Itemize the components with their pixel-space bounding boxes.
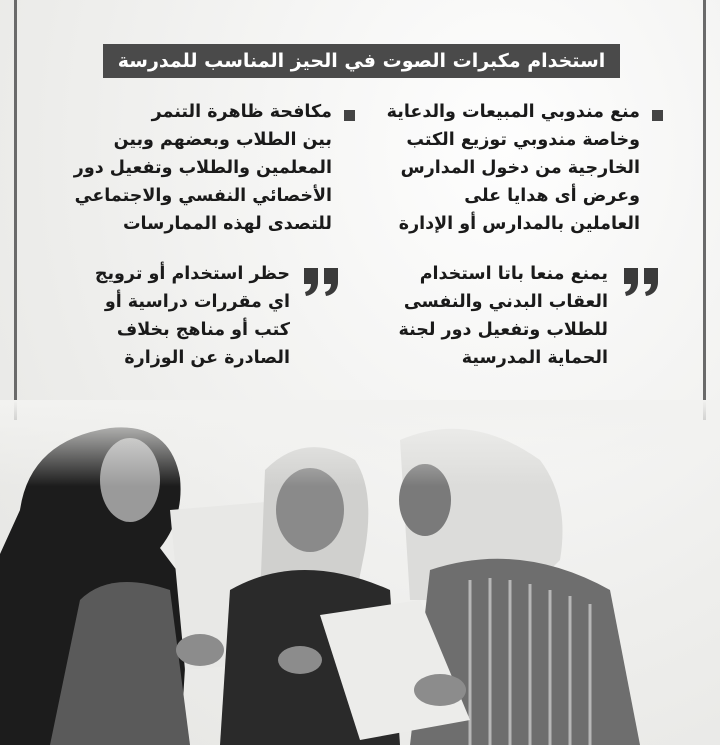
text-line: الحماية المدرسية — [461, 348, 608, 368]
text-line: بين الطلاب وبعضهم وبين — [113, 130, 332, 150]
text-block-right-top — [370, 98, 640, 238]
students-reading-papers-photo — [0, 400, 720, 745]
right-border-line — [703, 0, 706, 420]
text-line: الأخصائي النفسي والاجتماعي — [74, 186, 332, 206]
text-line: العاملين بالمدارس أو الإدارة — [398, 214, 640, 234]
text-line: حظر استخدام أو ترويج — [94, 264, 290, 284]
text-line: وعرض أى هدايا على — [464, 186, 640, 206]
square-bullet-icon — [344, 110, 355, 121]
text-line: المعلمين والطلاب وتفعيل دور — [73, 158, 332, 178]
quotation-mark-icon — [300, 264, 342, 298]
text-line: الصادرة عن الوزارة — [124, 348, 290, 368]
text-line: كتب أو مناهج بخلاف — [116, 320, 290, 340]
square-bullet-icon — [652, 110, 663, 121]
text-line: منع مندوبي المبيعات والدعاية — [386, 102, 640, 122]
quotation-mark-icon — [620, 264, 662, 298]
left-border-line — [14, 0, 17, 420]
text-line: العقاب البدني والنفسى — [403, 292, 608, 312]
text-line: يمنع منعا باتا استخدام — [419, 264, 608, 284]
text-line: اي مقررات دراسية أو — [104, 292, 290, 312]
page-title: استخدام مكبرات الصوت في الحيز المناسب للمدرسة — [103, 44, 620, 78]
text-line: للتصدى لهذه الممارسات — [122, 214, 332, 234]
text-line: مكافحة ظاهرة التنمر — [151, 102, 332, 122]
text-line: وخاصة مندوبي توزيع الكتب — [406, 130, 640, 150]
text-block-left-bottom — [62, 260, 290, 372]
text-line: للطلاب وتفعيل دور لجنة — [398, 320, 608, 340]
text-block-left-top — [62, 98, 332, 238]
text-block-right-bottom — [380, 260, 608, 372]
text-line: الخارجية من دخول المدارس — [400, 158, 640, 178]
